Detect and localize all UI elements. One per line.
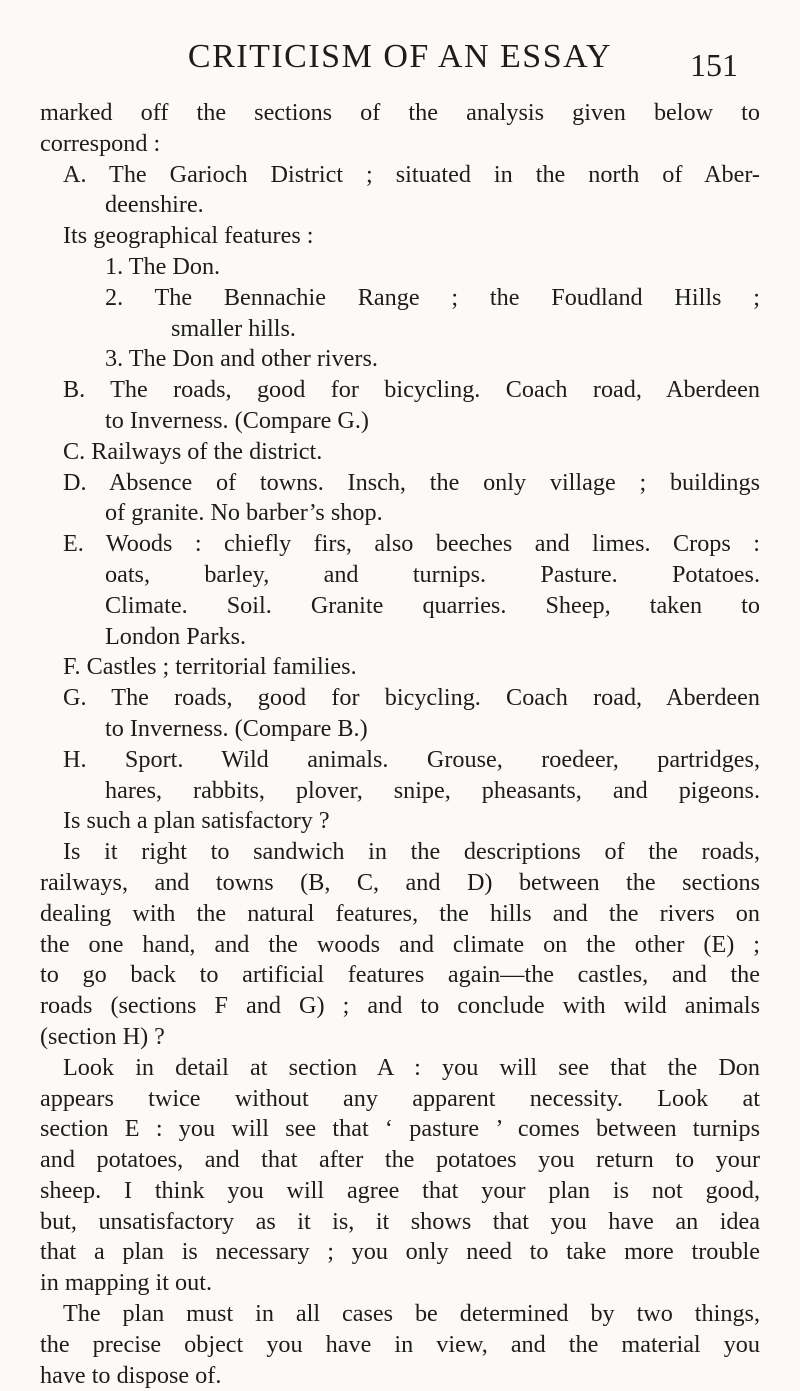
text-line: to go back to artificial features again—the castles, and the bbox=[40, 961, 760, 989]
text-line: section E : you will see that ‘ pasture ’ comes between turnips bbox=[40, 1115, 760, 1143]
text-line: Its geographical features : bbox=[63, 222, 314, 250]
text-line: dealing with the natural features, the hills and the rivers on bbox=[40, 899, 760, 927]
running-head bbox=[0, 32, 800, 82]
text-line: the one hand, and the woods and climate on the other (E) ; bbox=[40, 930, 760, 958]
text-line: London Parks. bbox=[105, 622, 247, 650]
paragraph-start: Look in detail at section A : you will see that the Don bbox=[63, 1053, 760, 1081]
paragraph-start: The plan must in all cases be determined by two things, bbox=[63, 1300, 760, 1328]
outline-item-h: H. Sport. Wild animals. Grouse, roedeer, partridges, bbox=[63, 745, 760, 773]
text-line: smaller hills. bbox=[171, 314, 296, 342]
paragraph-start: Is it right to sandwich in the descriptions of the roads, bbox=[63, 838, 760, 866]
running-head-title: CRITICISM OF AN ESSAY bbox=[187, 38, 613, 75]
outline-item-g: G. The roads, good for bicycling. Coach road, Aberdeen bbox=[63, 684, 760, 712]
text-line: railways, and towns (B, C, and D) between the sections bbox=[40, 868, 760, 896]
text-line: correspond : bbox=[40, 129, 161, 157]
text-line: oats, barley, and turnips. Pasture. Potatoes. bbox=[105, 560, 760, 588]
outline-subitem-1: 1. The Don. bbox=[105, 252, 221, 280]
paragraph-question: Is such a plan satisfactory ? bbox=[63, 807, 330, 835]
text-line: and potatoes, and that after the potatoes you return to your bbox=[40, 1146, 760, 1174]
text-line: the precise object you have in view, and the material you bbox=[40, 1330, 760, 1358]
text-line: to Inverness. (Compare B.) bbox=[105, 714, 368, 742]
text-line: marked off the sections of the analysis given below to bbox=[40, 99, 760, 126]
outline-subitem-2: 2. The Bennachie Range ; the Foudland Hills ; bbox=[105, 283, 760, 311]
text-line: in mapping it out. bbox=[40, 1269, 212, 1297]
text-line: have to dispose of. bbox=[40, 1361, 222, 1389]
text-line: appears twice without any apparent necessity. Look at bbox=[40, 1084, 760, 1112]
outline-item-c: C. Railways of the district. bbox=[63, 437, 323, 465]
outline-item-f: F. Castles ; territorial families. bbox=[63, 653, 357, 681]
outline-item-b: B. The roads, good for bicycling. Coach road, Aberdeen bbox=[63, 376, 760, 404]
outline-item-e: E. Woods : chiefly firs, also beeches and limes. Crops : bbox=[63, 530, 760, 558]
text-line: that a plan is necessary ; you only need to take more trouble bbox=[40, 1238, 760, 1266]
text-line: sheep. I think you will agree that your plan is not good, bbox=[40, 1176, 760, 1204]
text-line: deenshire. bbox=[105, 191, 204, 219]
text-line: hares, rabbits, plover, snipe, pheasants, and pigeons. bbox=[105, 776, 760, 804]
text-line: but, unsatisfactory as it is, it shows that you have an idea bbox=[40, 1207, 760, 1235]
text-line: of granite. No barber’s shop. bbox=[105, 499, 383, 527]
outline-subitem-3: 3. The Don and other rivers. bbox=[105, 345, 378, 373]
outline-item-d: D. Absence of towns. Insch, the only village ; buildings bbox=[63, 468, 760, 496]
page-number: 151 bbox=[690, 47, 738, 83]
text-line: Climate. Soil. Granite quarries. Sheep, taken to bbox=[105, 591, 760, 619]
text-line: to Inverness. (Compare G.) bbox=[105, 406, 369, 434]
text-line: roads (sections F and G) ; and to conclude with wild animals bbox=[40, 992, 760, 1020]
outline-item-a: A. The Garioch District ; situated in the north of Aber- bbox=[63, 160, 760, 188]
body-text bbox=[40, 98, 760, 1391]
text-line: (section H) ? bbox=[40, 1022, 165, 1050]
